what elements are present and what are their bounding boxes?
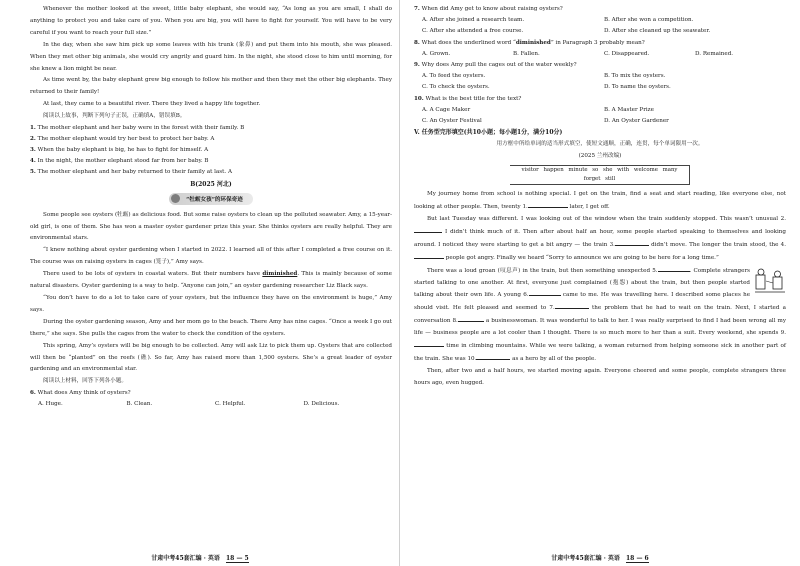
option[interactable]: B. To mix the oysters.: [604, 73, 666, 80]
option[interactable]: A. Grown.: [422, 50, 451, 57]
passage-b-paragraph-3: There used to be lots of oysters in coastal waters. But their numbers have diminished. This is mainly because of some natural disasters. Oyster gardening is a way to help. “Anyone can join,” an oyster gardening researcher Liz Black says.: [30, 271, 392, 290]
tf-item: [30, 123, 392, 134]
banner-title: “牡蛎女孩”的环保奇迹: [186, 196, 243, 203]
question-7-options: [414, 15, 786, 37]
tf-number: 4.: [30, 158, 36, 165]
option[interactable]: C. To check the oysters.: [422, 84, 490, 91]
tf-number: 5.: [30, 169, 36, 176]
option[interactable]: C. After she attended a free course.: [422, 28, 524, 35]
question-6: 6. What does Amy think of oysters?: [30, 389, 131, 396]
question-8-options: [414, 49, 786, 60]
question-9: 9. Why does Amy pull the cages out of the water weekly?: [414, 62, 577, 69]
word-bank-box: visitor happen minute so she with welcome many forget still: [510, 165, 690, 185]
cloze-paragraph-2: But last Tuesday was different. I was looking out of the window when the train suddenly stopped. This wasn’t unusual 2. I didn’t think much of it. Then after about half an hour, some people started speaking to themselves and looking around. I noticed they were starting to get a bit angry — the train 3. didn’t move. The longer the train stood, the 4. people got angry. Finally we heard “Sorry to announce we are going to be here for a long time.”: [414, 216, 786, 261]
passage-b-title: B(2025 河北): [190, 180, 232, 188]
option[interactable]: B. Clean.: [126, 401, 153, 408]
tf-text: In the night, the mother elephant stood far from her baby. B: [37, 158, 209, 165]
section-5-source: (2025 兰州改编): [578, 152, 622, 159]
blank-10[interactable]: [476, 353, 510, 360]
option[interactable]: D. An Oyster Gardener: [604, 118, 669, 125]
passage-b-paragraph-6: This spring, Amy’s oysters will be big enough to be collected. Amy will ask Liz to pick them up. Oysters that are collected will then be “planted” on the reefs (礁). So far, Amy has raised more than 1,500 oysters. She’s a great leader of oyster gardening and an environmental star.: [30, 342, 392, 373]
train-passengers-illustration: [754, 267, 786, 297]
option[interactable]: C. Helpful.: [215, 401, 246, 408]
footer-title: 甘肃中考45套汇编 · 英语: [551, 555, 620, 562]
tf-text: The mother elephant and her baby were in the forest with their family. B: [37, 124, 245, 131]
option[interactable]: B. A Master Prize: [604, 106, 654, 113]
section-5-instruction: 用方框中所给单词的适当形式填空，使短文通顺，正确，连贯，每个单词限用一次。: [496, 141, 704, 148]
right-page: [400, 0, 800, 566]
tf-text: When the baby elephant is big, he has to fight for himself. A: [37, 147, 209, 154]
question-8: 8. What does the underlined word “diminished” in Paragraph 3 probably mean?: [414, 39, 645, 46]
passage-b-paragraph-1: Some people see oysters (牡蛎) as delicious food. But some raise oysters to clean up the polluted seawater. Amy, a 15-year-old girl, is one of them. She has won a master oyster gardener prize this year. She thinks oysters are really helpful. They are environmental stars.: [30, 211, 392, 242]
passage-b-banner: [30, 192, 392, 206]
option[interactable]: B. Fallen.: [513, 50, 540, 57]
tf-item: [30, 167, 392, 178]
passage-a-paragraph-1: Whenever the mother looked at the sweet, little baby elephant, she would say, “As long as you are small, I shall do anything to protect you and take care of you. When you are big, you will have to fight for yourself. You will have to be very careful if you want to reach your full size.”: [30, 6, 392, 36]
option[interactable]: A. A Cage Maker: [422, 106, 471, 113]
blank-7[interactable]: [555, 302, 589, 309]
footer-title: 甘肃中考45套汇编 · 英语: [151, 555, 220, 562]
question-7: 7. When did Amy get to know about raising oysters?: [414, 6, 563, 12]
question-6-options: [30, 399, 392, 410]
question-10-options: [414, 105, 786, 127]
blank-4[interactable]: [414, 252, 444, 259]
tf-item: [30, 156, 392, 167]
tf-number: 2.: [30, 135, 36, 142]
page-footer: [0, 553, 400, 563]
tf-item: [30, 134, 392, 145]
option[interactable]: D. To name the oysters.: [604, 84, 671, 91]
blank-5[interactable]: [658, 265, 690, 272]
passage-b-paragraph-4: “You don’t have to do a lot to take care of your oysters, but the influence they have on the environment is huge,” Amy says.: [30, 295, 392, 313]
passage-a-paragraph-3: As time went by, the baby elephant grew big enough to follow his mother and then they met the other big elephants. They returned to their family!: [30, 77, 392, 96]
true-false-list: [30, 123, 392, 179]
blank-8[interactable]: [458, 315, 484, 322]
blank-1[interactable]: [528, 201, 568, 208]
passage-a-paragraph-2: In the day, when she saw him pick up some leaves with his trunk (象鼻) and put them into his mouth, she was pleased. When they met other big animals, she would cry angrily and guard him. In the night, she stood close to him until morning, for she knew a lion might be near.: [30, 41, 392, 72]
cloze-paragraph-3: There was a loud groan (叹息声) in the train, but then something unexpected 5. . Complete strangers started talking to one another. At first, everyone just complained (抱怨) about the train, but then people started talking about their own life. A young 6. came to me. He was travelling here. I described some places he should visit. He felt pleased and seemed to 7. the problem that he had to wait on the train. Next, I started a conversation 8. a businesswoman. It was wonderful to talk to her. I was really surprised to find I had been wrong all my life — business people are a lot cooler than I thought. There is so much more to her than a suit. Every weekend, she spends 9. time in climbing mountains. While we were talking, a woman returned from helping someone sick in another part of the train. She was 10. as a hero by all of the people.: [414, 265, 786, 366]
passage-b-paragraph-2: “I knew nothing about oyster gardening when I started in 2022. I learned all of this after I completed a free course on it. The course was on raising oysters in cages (笼子),” Amy says.: [30, 247, 392, 266]
blank-9[interactable]: [414, 340, 444, 347]
question-instruction: 阅读以上材料，回答下列各小题。: [43, 378, 127, 385]
option[interactable]: C. An Oyster Festival: [422, 118, 482, 125]
section-5-heading: V. 任务型完形填空(共10小题；每小题1分，满分10分): [414, 129, 563, 137]
true-false-instruction: 阅读以上故事，判断下列句子正误，正确填A，错误填B。: [43, 113, 186, 120]
page-footer: [400, 553, 800, 563]
option[interactable]: C. Disappeared.: [604, 50, 650, 57]
tf-number: 1.: [30, 124, 36, 131]
tf-text: The mother elephant would try her best to protect her baby. A: [37, 135, 215, 142]
cloze-paragraph-1: My journey home from school is nothing special. I get on the train, find a seat and start reading, like everyone else, not looking at other people. Then, twenty 1. later, I get off.: [414, 191, 786, 211]
cloze-paragraph-4: Then, after two and a half hours, we started moving again. Everyone cheered and some people, complete strangers three hours ago, even hugged.: [414, 367, 786, 386]
passage-a-paragraph-4: At last, they came to a beautiful river. There they lived a happy life together.: [43, 101, 261, 108]
passage-b-paragraph-5: During the oyster gardening season, Amy and her mom go to the beach. There Amy has nine cages. “Once a week I go out there,” she says. She pulls the cages from the water to check the condition of the oysters.: [30, 318, 392, 337]
option[interactable]: D. Delicious.: [303, 401, 340, 408]
option[interactable]: A. To feed the oysters.: [422, 73, 486, 80]
tf-text: The mother elephant and her baby returned to their family at last. A: [37, 169, 232, 176]
tf-item: [30, 145, 392, 156]
option[interactable]: A. After she joined a research team.: [422, 17, 525, 24]
option[interactable]: D. Remained.: [695, 50, 734, 57]
page-number: 18 — 5: [226, 555, 249, 562]
option[interactable]: A. Huge.: [38, 401, 63, 408]
option[interactable]: B. After she won a competition.: [604, 17, 694, 24]
underlined-word: diminished: [262, 271, 298, 278]
question-9-options: [414, 71, 786, 93]
question-10: 10. What is the best title for the text?: [414, 95, 522, 102]
tf-number: 3.: [30, 147, 36, 154]
blank-2[interactable]: [414, 226, 442, 233]
blank-3[interactable]: [615, 239, 649, 246]
leaf-badge-icon: [171, 194, 180, 203]
option[interactable]: D. After she cleaned up the seawater.: [604, 28, 711, 35]
blank-6[interactable]: [529, 289, 561, 296]
page-number: 18 — 6: [626, 555, 649, 562]
